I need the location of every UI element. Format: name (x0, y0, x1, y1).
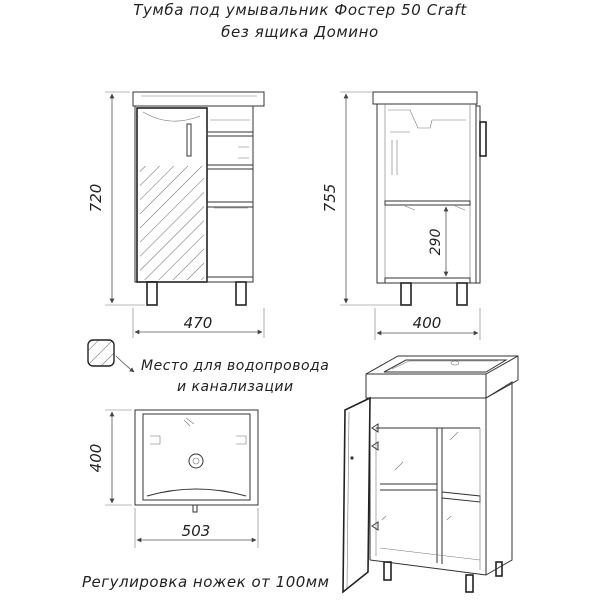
side-shelf (385, 201, 470, 205)
side-leg-right (457, 283, 467, 305)
front-basin-top (133, 92, 264, 106)
iso-hinge-bottom (372, 522, 378, 530)
front-shelf-mid (207, 165, 253, 169)
iso-shelf-right (442, 492, 480, 502)
side-leg-left (401, 283, 411, 305)
iso-side-panel (486, 382, 512, 575)
iso-shelf-left (380, 484, 437, 490)
door-handle (187, 124, 191, 156)
top-outline (135, 410, 258, 505)
front-shelf-top (207, 132, 253, 136)
front-leg-left (147, 282, 157, 305)
iso-countertop (366, 356, 518, 398)
dim-top-width: 503 (181, 522, 211, 540)
side-cabinet-body (377, 104, 476, 283)
side-basin-top (373, 92, 477, 104)
front-shelf-low (207, 202, 253, 207)
iso-leg-2 (466, 575, 473, 592)
top-view (87, 410, 258, 548)
dim-top-depth: 400 (87, 443, 105, 473)
drain-hole (189, 454, 203, 468)
iso-leg-1 (384, 562, 391, 580)
dim-side-height: 755 (321, 183, 339, 213)
dim-side-depth: 400 (412, 314, 442, 332)
footer-note: Регулировка ножек от 100мм (82, 573, 330, 591)
dim-front-height: 720 (87, 183, 105, 213)
title-line-2: без ящика Домино (221, 23, 379, 41)
side-door-handle (480, 122, 486, 156)
dim-side-inner-height: 290 (428, 228, 444, 256)
front-leg-right (236, 282, 246, 305)
legend-hatch-swatch (88, 340, 114, 366)
isometric-view (343, 356, 518, 592)
title-line-1: Тумба под умывальник Фостер 50 Craft (133, 1, 467, 19)
faucet-stub (193, 505, 197, 512)
legend (88, 340, 134, 372)
front-view (87, 92, 264, 338)
dim-front-width: 470 (183, 314, 213, 332)
legend-text-line-2: и канализации (177, 379, 294, 395)
legend-text-line-1: Место для водопровода (141, 358, 330, 374)
side-view (321, 92, 486, 340)
